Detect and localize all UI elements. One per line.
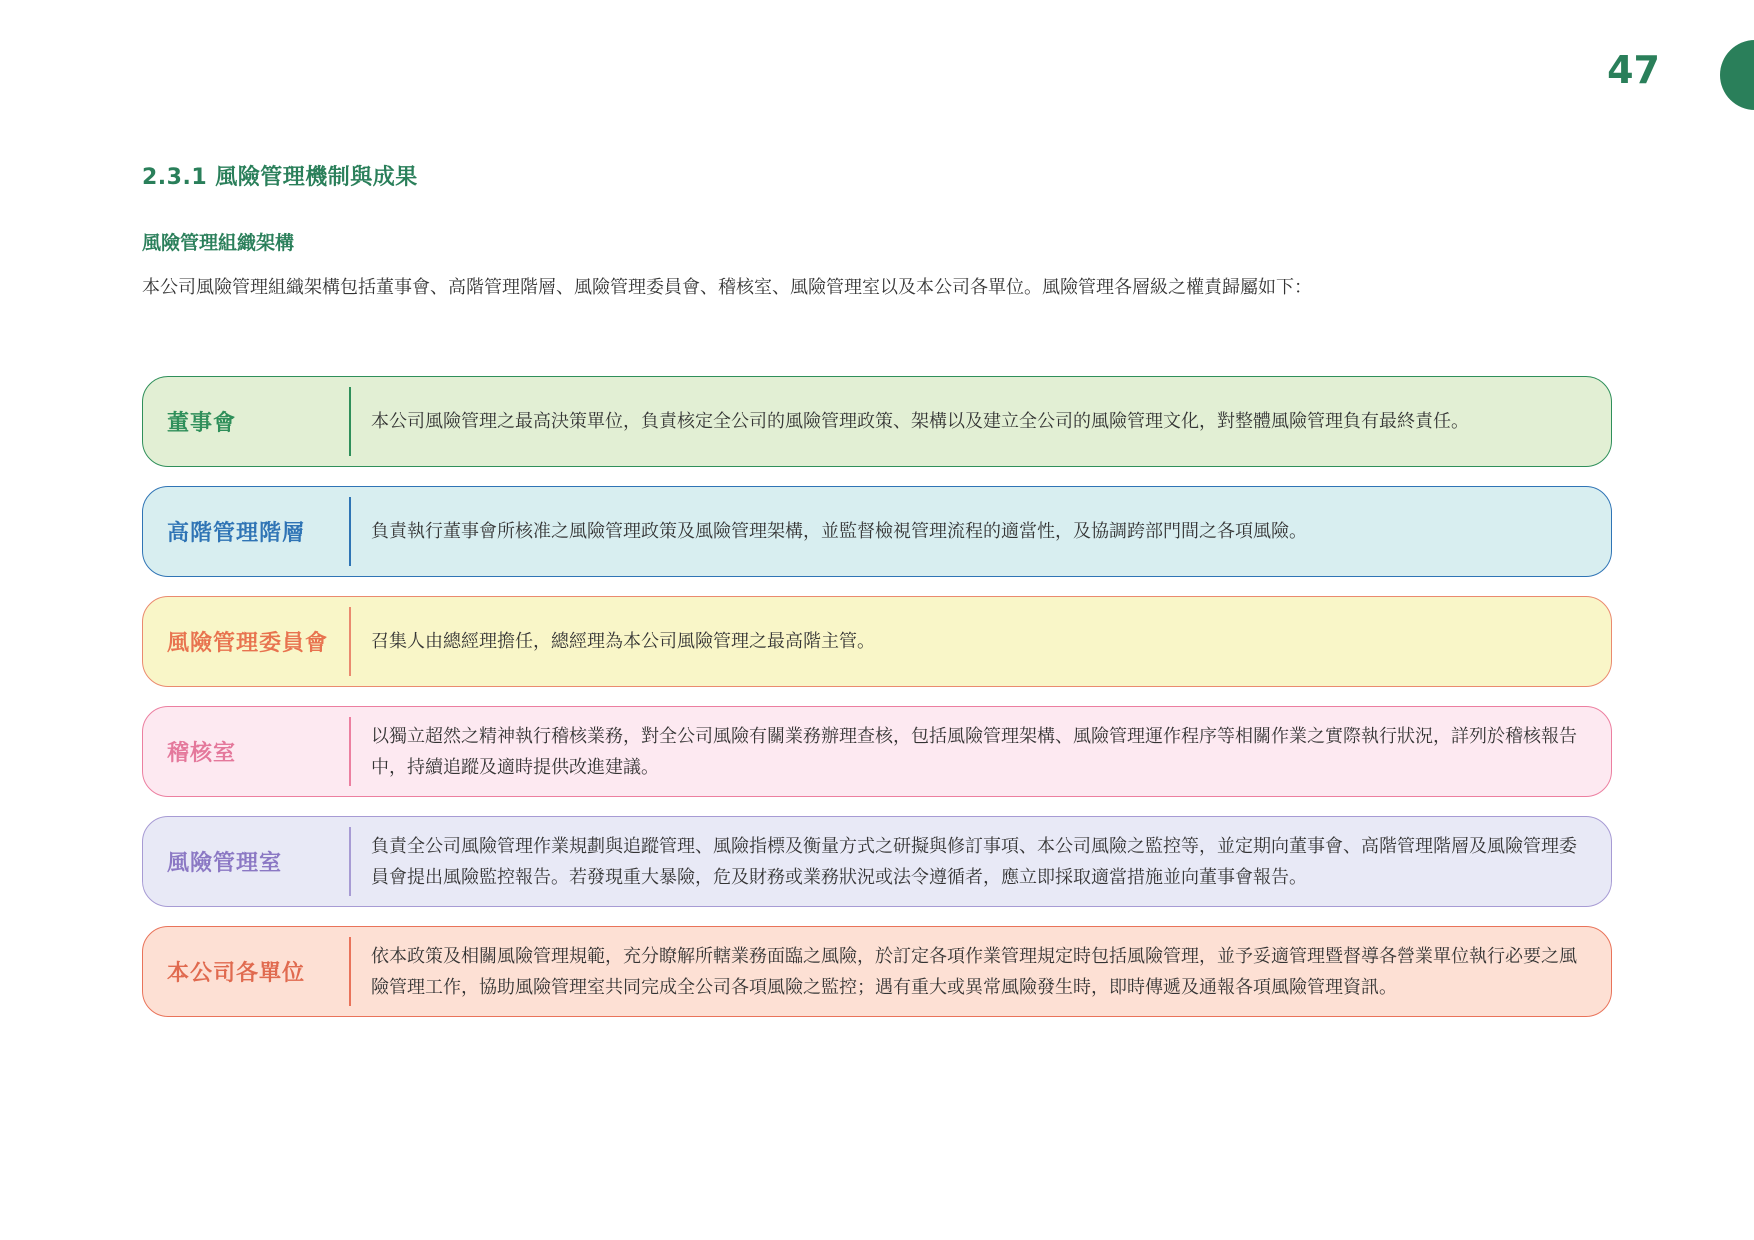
role-description: 以獨立超然之精神執行稽核業務，對全公司風險有關業務辦理查核，包括風險管理架構、風險管理運作程序等相關作業之實際執行狀況，詳列於稽核報告中，持續追蹤及適時提供改進建議。 [371,725,1577,778]
row-divider [349,497,351,566]
role-label: 董事會 [167,411,237,436]
role-description: 召集人由總經理擔任，總經理為本公司風險管理之最高階主管。 [371,631,875,652]
role-label: 風險管理室 [167,851,283,876]
role-description: 負責執行董事會所核准之風險管理政策及風險管理架構，並監督檢視管理流程的適當性，及協調跨部門間之各項風險。 [371,521,1307,542]
risk-row-risk-office [142,816,1612,907]
role-label: 高階管理階層 [167,521,306,546]
row-divider [349,827,351,896]
risk-structure-list [142,376,1612,1036]
page-tab-marker [1720,40,1754,110]
row-divider [349,937,351,1006]
page-number: 47 [1607,48,1660,92]
risk-row-board [142,376,1612,467]
risk-row-audit [142,706,1612,797]
role-label: 本公司各單位 [167,961,306,986]
role-label: 稽核室 [167,741,237,766]
risk-row-business-units [142,926,1612,1017]
intro-paragraph: 本公司風險管理組織架構包括董事會、高階管理階層、風險管理委員會、稽核室、風險管理室以及本公司各單位。風險管理各層級之權責歸屬如下： [142,277,1312,298]
role-description: 負責全公司風險管理作業規劃與追蹤管理、風險指標及衡量方式之研擬與修訂事項、本公司風險之監控等，並定期向董事會、高階管理階層及風險管理委員會提出風險監控報告。若發現重大暴險，危及財務或業務狀況或法令遵循者，應立即採取適當措施並向董事會報告。 [371,835,1577,888]
role-description: 依本政策及相關風險管理規範，充分瞭解所轄業務面臨之風險，於訂定各項作業管理規定時包括風險管理，並予妥適管理暨督導各營業單位執行必要之風險管理工作，協助風險管理室共同完成全公司各項風險之監控；遇有重大或異常風險發生時，即時傳遞及通報各項風險管理資訊。 [371,945,1577,998]
subsection-title: 風險管理組織架構 [142,232,295,254]
role-label: 風險管理委員會 [167,631,329,656]
role-description: 本公司風險管理之最高決策單位，負責核定全公司的風險管理政策、架構以及建立全公司的風險管理文化，對整體風險管理負有最終責任。 [371,411,1469,432]
row-divider [349,607,351,676]
row-divider [349,717,351,786]
risk-row-committee [142,596,1612,687]
risk-row-senior-management [142,486,1612,577]
section-title: 2.3.1 風險管理機制與成果 [142,165,418,190]
row-divider [349,387,351,456]
